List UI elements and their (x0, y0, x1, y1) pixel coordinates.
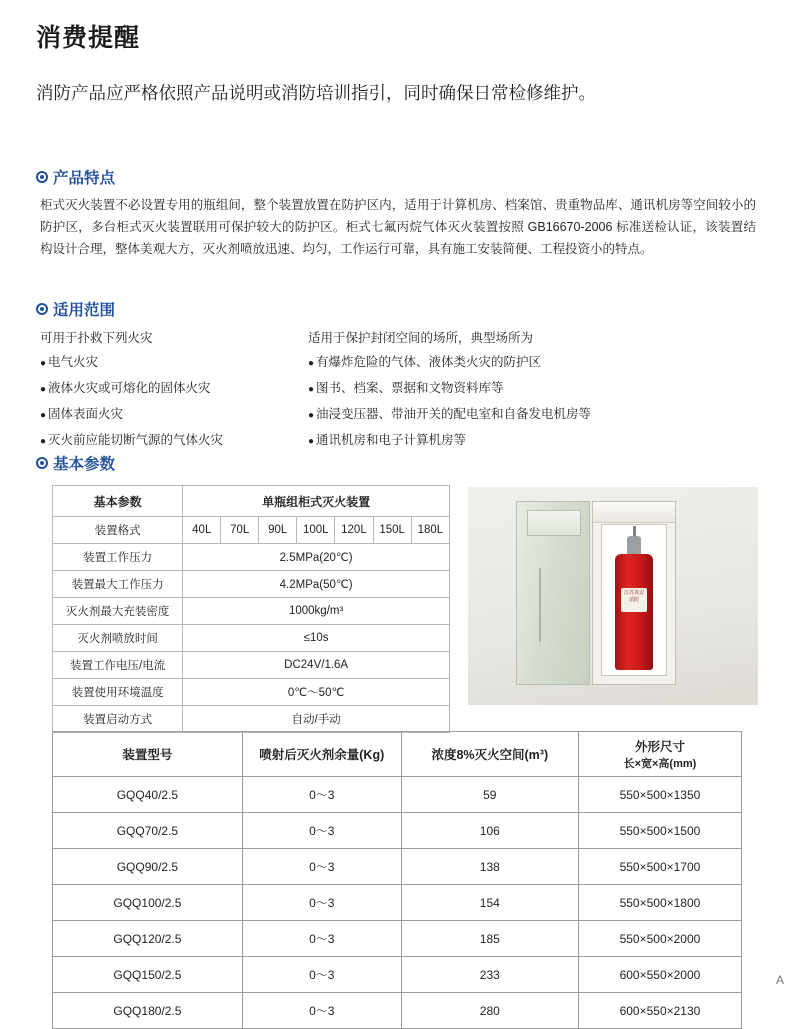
list-item-label: 油浸变压器、带油开关的配电室和自备发电机房等 (316, 407, 592, 421)
spec-value: 自动/手动 (183, 706, 450, 733)
model-cell-model: GQQ100/2.5 (53, 885, 243, 921)
table-row (53, 706, 450, 733)
spec-cell: 180L (411, 517, 449, 544)
model-cell-residual: 0～3 (242, 885, 401, 921)
model-col-header-dimensions-main: 外形尺寸 (634, 740, 685, 754)
list-item-label: 灭火前应能切断气源的气体火灾 (48, 433, 224, 447)
section-heading-params (36, 452, 115, 474)
list-item (308, 350, 758, 376)
section-heading-params-label: 基本参数 (53, 456, 116, 473)
list-item (40, 402, 310, 428)
list-item-label: 有爆炸危险的气体、液体类火灾的防护区 (316, 355, 542, 369)
table-row (53, 571, 450, 598)
model-cell-dimensions: 600×550×2000 (578, 957, 741, 993)
bullet-dot-icon: ● (40, 436, 47, 447)
bullet-dot-icon: ● (40, 410, 47, 421)
table-row (53, 598, 450, 625)
list-item-label: 电气火灾 (48, 355, 99, 369)
spec-cell: 150L (373, 517, 411, 544)
spec-row-label: 灭火剂最大充装密度 (53, 598, 183, 625)
table-row (53, 885, 742, 921)
table-row (53, 813, 742, 849)
table-row (53, 652, 450, 679)
spec-cell: 70L (221, 517, 259, 544)
model-cell-dimensions: 600×550×2130 (578, 993, 741, 1029)
spec-value: 1000kg/m³ (183, 598, 450, 625)
cylinder-valve (627, 536, 641, 556)
bullet-ring-icon (36, 171, 48, 183)
model-cell-volume: 185 (401, 921, 578, 957)
model-cell-residual: 0～3 (242, 993, 401, 1029)
list-item-label: 图书、档案、票据和文物资料库等 (316, 381, 504, 395)
list-item (40, 350, 310, 376)
table-row (53, 777, 742, 813)
model-cell-dimensions: 550×500×1500 (578, 813, 741, 849)
spec-value: DC24V/1.6A (183, 652, 450, 679)
table-row (53, 625, 450, 652)
spec-row-label: 装置格式 (53, 517, 183, 544)
list-item-label: 固体表面火灾 (48, 407, 124, 421)
spec-row-label: 装置工作压力 (53, 544, 183, 571)
section-heading-scope (36, 298, 115, 320)
model-cell-dimensions: 550×500×1700 (578, 849, 741, 885)
model-col-header-dimensions-sub: 长×宽×高(mm) (623, 758, 697, 770)
model-cell-volume: 106 (401, 813, 578, 849)
spec-cell: 40L (183, 517, 221, 544)
spec-value: 4.2MPa(50℃) (183, 571, 450, 598)
scope-column-left (40, 326, 310, 454)
spec-row-label: 灭火剂喷放时间 (53, 625, 183, 652)
spec-cell: 100L (297, 517, 335, 544)
spec-header-left: 基本参数 (53, 486, 183, 517)
model-cell-dimensions: 550×500×2000 (578, 921, 741, 957)
model-cell-residual: 0～3 (242, 849, 401, 885)
list-item (308, 402, 758, 428)
list-item-label: 通讯机房和电子计算机房等 (316, 433, 467, 447)
cabinet-open-graphic (592, 501, 676, 685)
model-cell-volume: 138 (401, 849, 578, 885)
bullet-dot-icon: ● (308, 410, 315, 421)
model-cell-residual: 0～3 (242, 777, 401, 813)
spec-row-label: 装置启动方式 (53, 706, 183, 733)
spec-value: 2.5MPa(20℃) (183, 544, 450, 571)
bullet-dot-icon: ● (308, 358, 315, 369)
spec-row-label: 装置使用环境温度 (53, 679, 183, 706)
list-item (308, 428, 758, 454)
model-col-header-residual: 喷射后灭火剂余量(Kg) (242, 732, 401, 777)
scope-left-title: 可用于扑救下列火灾 (40, 331, 153, 345)
model-cell-model: GQQ150/2.5 (53, 957, 243, 993)
model-col-header-volume: 浓度8%灭火空间(m³) (401, 732, 578, 777)
model-cell-dimensions: 550×500×1800 (578, 885, 741, 921)
model-col-header-dimensions (578, 732, 741, 777)
cylinder-body (615, 554, 653, 670)
spec-value: ≤10s (183, 625, 450, 652)
corner-mark: A (775, 973, 784, 987)
lead-paragraph: 消防产品应严格依照产品说明或消防培训指引，同时确保日常检修维护。 (36, 83, 596, 103)
bullet-ring-icon (36, 457, 48, 469)
model-cell-model: GQQ90/2.5 (53, 849, 243, 885)
page-title: 消费提醒 (36, 24, 141, 52)
model-cell-model: GQQ180/2.5 (53, 993, 243, 1029)
model-cell-volume: 59 (401, 777, 578, 813)
table-row (53, 921, 742, 957)
table-row (53, 849, 742, 885)
bullet-ring-icon (36, 303, 48, 315)
model-cell-volume: 280 (401, 993, 578, 1029)
spec-row-label: 装置最大工作压力 (53, 571, 183, 598)
list-item-label: 液体火灾或可熔化的固体火灾 (48, 381, 211, 395)
cabinet-closed-graphic (516, 501, 590, 685)
model-cell-residual: 0～3 (242, 921, 401, 957)
table-row (53, 993, 742, 1029)
model-cell-model: GQQ70/2.5 (53, 813, 243, 849)
model-cell-model: GQQ40/2.5 (53, 777, 243, 813)
scope-column-right (308, 326, 758, 454)
spec-cell: 90L (259, 517, 297, 544)
model-cell-volume: 154 (401, 885, 578, 921)
bullet-dot-icon: ● (308, 436, 315, 447)
model-cell-residual: 0～3 (242, 813, 401, 849)
features-paragraph: 柜式灭火装置不必设置专用的瓶组间，整个装置放置在防护区内，适用于计算机房、档案馆、贵重物品库、通讯机房等空间较小的防护区，多台柜式灭火装置联用可保护较大的防护区。柜式七氟丙烷气体灭火装置按照 GB16670-2006 标准送检认证，该装置结构设计合理，整体美观大方，灭火剂喷放迅速、均匀，工作运行可靠，具有施工安装简便、工程投资小的特点。 (40, 198, 756, 256)
product-photo (468, 487, 758, 705)
section-heading-features-label: 产品特点 (53, 170, 116, 187)
table-row (53, 517, 450, 544)
model-table (52, 731, 742, 1029)
model-cell-residual: 0～3 (242, 957, 401, 993)
table-row (53, 486, 450, 517)
model-cell-volume: 233 (401, 957, 578, 993)
model-cell-dimensions: 550×500×1350 (578, 777, 741, 813)
spec-cell: 120L (335, 517, 373, 544)
spec-table (52, 485, 450, 733)
spec-value: 0℃～50℃ (183, 679, 450, 706)
cylinder-label: 江苏真安 消防 (621, 588, 647, 612)
spec-row-label: 装置工作电压/电流 (53, 652, 183, 679)
spec-header-right: 单瓶组柜式灭火装置 (183, 486, 450, 517)
table-row (53, 679, 450, 706)
bullet-dot-icon: ● (40, 358, 47, 369)
list-item (40, 428, 310, 454)
bullet-dot-icon: ● (308, 384, 315, 395)
section-heading-scope-label: 适用范围 (53, 302, 116, 319)
bullet-dot-icon: ● (40, 384, 47, 395)
model-cell-model: GQQ120/2.5 (53, 921, 243, 957)
list-item (40, 376, 310, 402)
table-header-row (53, 732, 742, 777)
table-row (53, 544, 450, 571)
model-col-header-model: 装置型号 (53, 732, 243, 777)
table-row (53, 957, 742, 993)
scope-right-title: 适用于保护封闭空间的场所，典型场所为 (308, 331, 534, 345)
section-heading-features (36, 166, 115, 188)
cabinet-top-panel (593, 502, 675, 523)
list-item (308, 376, 758, 402)
